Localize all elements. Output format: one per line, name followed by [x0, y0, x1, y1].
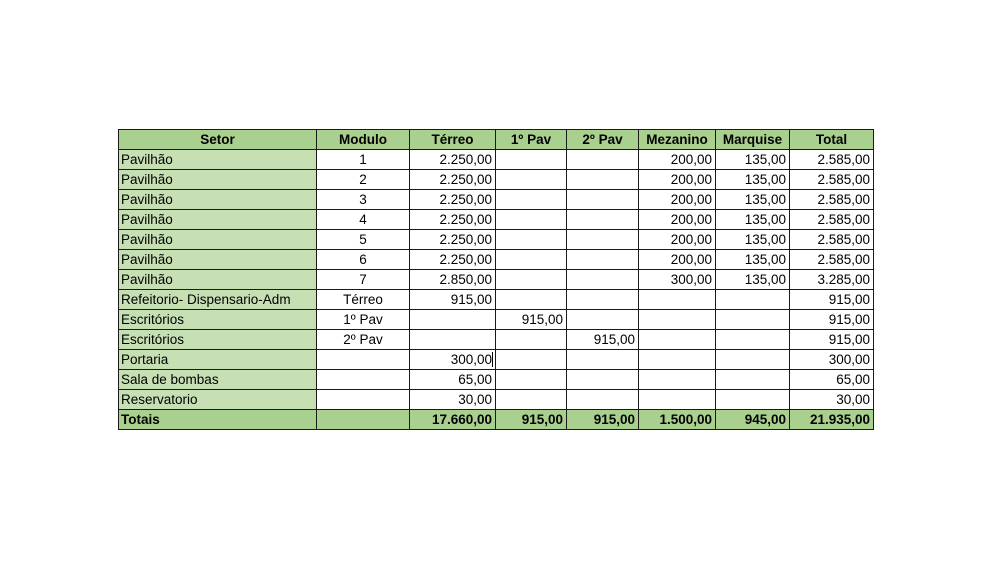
cell-marquise[interactable] — [716, 370, 790, 390]
cell-mezanino[interactable]: 200,00 — [639, 230, 716, 250]
cell-total[interactable]: 3.285,00 — [790, 270, 874, 290]
cell-setor[interactable]: Pavilhão — [119, 150, 317, 170]
cell-mezanino[interactable] — [639, 370, 716, 390]
cell-mezanino[interactable] — [639, 330, 716, 350]
cell-terreo[interactable]: 30,00 — [410, 390, 496, 410]
cell-setor[interactable]: Sala de bombas — [119, 370, 317, 390]
cell-total[interactable]: 2.585,00 — [790, 250, 874, 270]
cell-modulo[interactable] — [317, 370, 410, 390]
cell-pav2[interactable] — [567, 210, 639, 230]
table-row — [119, 310, 874, 330]
cell-modulo[interactable]: 1 — [317, 150, 410, 170]
cell-mezanino[interactable]: 200,00 — [639, 210, 716, 230]
cell-pav2[interactable] — [567, 250, 639, 270]
area-table — [118, 129, 874, 430]
cell-mezanino[interactable]: 200,00 — [639, 250, 716, 270]
header-cell-mezanino[interactable]: Mezanino — [639, 130, 716, 150]
cell-terreo[interactable]: 915,00 — [410, 290, 496, 310]
cell-marquise[interactable] — [716, 350, 790, 370]
cell-pav2[interactable] — [567, 350, 639, 370]
cell-pav1[interactable] — [496, 230, 567, 250]
cell-pav1[interactable] — [496, 210, 567, 230]
cell-modulo[interactable]: 1º Pav — [317, 310, 410, 330]
cell-setor[interactable]: Escritórios — [119, 310, 317, 330]
cell-total[interactable]: 2.585,00 — [790, 210, 874, 230]
cell-pav1[interactable] — [496, 150, 567, 170]
table-row — [119, 350, 874, 370]
cell-modulo[interactable]: 3 — [317, 190, 410, 210]
cell-marquise[interactable] — [716, 390, 790, 410]
cell-pav1[interactable] — [496, 270, 567, 290]
cell-terreo[interactable]: 2.250,00 — [410, 170, 496, 190]
cell-marquise[interactable]: 135,00 — [716, 190, 790, 210]
cell-mezanino[interactable]: 200,00 — [639, 170, 716, 190]
cell-total[interactable]: 915,00 — [790, 310, 874, 330]
cell-modulo[interactable]: 2º Pav — [317, 330, 410, 350]
cell-modulo[interactable] — [317, 390, 410, 410]
cell-marquise[interactable]: 135,00 — [716, 210, 790, 230]
cell-setor[interactable]: Escritórios — [119, 330, 317, 350]
cell-pav2[interactable] — [567, 150, 639, 170]
cell-total[interactable]: 65,00 — [790, 370, 874, 390]
cell-mezanino[interactable] — [639, 290, 716, 310]
table-row — [119, 370, 874, 390]
cell-mezanino[interactable]: 1.500,00 — [639, 410, 716, 430]
cell-pav2[interactable]: 915,00 — [567, 330, 639, 350]
cell-modulo[interactable]: 7 — [317, 270, 410, 290]
cell-pav2[interactable] — [567, 390, 639, 410]
cell-pav2[interactable] — [567, 290, 639, 310]
totals-row — [119, 410, 874, 430]
cell-pav2[interactable] — [567, 190, 639, 210]
table-row — [119, 190, 874, 210]
cell-setor[interactable]: Refeitorio- Dispensario-Adm — [119, 290, 317, 310]
cell-pav1[interactable]: 915,00 — [496, 410, 567, 430]
cell-modulo[interactable]: 6 — [317, 250, 410, 270]
cell-pav1[interactable] — [496, 330, 567, 350]
cell-total[interactable]: 2.585,00 — [790, 190, 874, 210]
cell-marquise[interactable]: 135,00 — [716, 150, 790, 170]
cell-pav1[interactable] — [496, 190, 567, 210]
cell-mezanino[interactable]: 200,00 — [639, 150, 716, 170]
table-row — [119, 250, 874, 270]
cell-modulo[interactable]: 4 — [317, 210, 410, 230]
header-cell-total[interactable]: Total — [790, 130, 874, 150]
table-row — [119, 230, 874, 250]
cell-total[interactable]: 2.585,00 — [790, 150, 874, 170]
cell-mezanino[interactable] — [639, 390, 716, 410]
cell-total[interactable]: 2.585,00 — [790, 230, 874, 250]
cell-marquise[interactable]: 945,00 — [716, 410, 790, 430]
table-row — [119, 330, 874, 350]
cell-setor[interactable]: Pavilhão — [119, 170, 317, 190]
cell-marquise[interactable]: 135,00 — [716, 230, 790, 250]
table-row — [119, 290, 874, 310]
cell-terreo[interactable] — [410, 330, 496, 350]
cell-pav2[interactable] — [567, 170, 639, 190]
cell-setor[interactable]: Portaria — [119, 350, 317, 370]
cell-modulo[interactable]: 2 — [317, 170, 410, 190]
cell-pav1[interactable]: 915,00 — [496, 310, 567, 330]
cell-setor[interactable]: Totais — [119, 410, 317, 430]
cell-total[interactable]: 915,00 — [790, 330, 874, 350]
header-cell-pav2[interactable]: 2º Pav — [567, 130, 639, 150]
cell-pav1[interactable] — [496, 170, 567, 190]
cell-pav2[interactable] — [567, 230, 639, 250]
cell-pav2[interactable]: 915,00 — [567, 410, 639, 430]
cell-modulo[interactable]: 5 — [317, 230, 410, 250]
cell-marquise[interactable]: 135,00 — [716, 250, 790, 270]
table-row — [119, 210, 874, 230]
cell-marquise[interactable]: 135,00 — [716, 170, 790, 190]
cell-modulo[interactable]: Térreo — [317, 290, 410, 310]
cell-setor[interactable]: Pavilhão — [119, 210, 317, 230]
cell-marquise[interactable]: 135,00 — [716, 270, 790, 290]
cell-setor[interactable]: Pavilhão — [119, 270, 317, 290]
cell-marquise[interactable] — [716, 330, 790, 350]
cell-pav1[interactable] — [496, 370, 567, 390]
table-row — [119, 270, 874, 290]
cell-pav1[interactable] — [496, 290, 567, 310]
cell-terreo[interactable]: 2.250,00 — [410, 250, 496, 270]
header-row — [119, 130, 874, 150]
table-row — [119, 170, 874, 190]
cell-terreo[interactable]: 2.250,00 — [410, 230, 496, 250]
cell-mezanino[interactable]: 300,00 — [639, 270, 716, 290]
table-row — [119, 150, 874, 170]
cell-pav1[interactable] — [496, 250, 567, 270]
cell-terreo[interactable]: 17.660,00 — [410, 410, 496, 430]
cell-total[interactable]: 300,00 — [790, 350, 874, 370]
header-cell-modulo[interactable]: Modulo — [317, 130, 410, 150]
cell-marquise[interactable] — [716, 290, 790, 310]
table-row — [119, 390, 874, 410]
header-cell-marquise[interactable]: Marquise — [716, 130, 790, 150]
cell-terreo[interactable]: 2.850,00 — [410, 270, 496, 290]
cell-pav2[interactable] — [567, 310, 639, 330]
cell-total[interactable]: 30,00 — [790, 390, 874, 410]
cell-setor[interactable]: Pavilhão — [119, 250, 317, 270]
cell-pav2[interactable] — [567, 370, 639, 390]
cell-mezanino[interactable] — [639, 350, 716, 370]
cell-terreo[interactable]: 2.250,00 — [410, 210, 496, 230]
cell-total[interactable]: 915,00 — [790, 290, 874, 310]
cell-setor[interactable]: Reservatorio — [119, 390, 317, 410]
header-cell-terreo[interactable]: Térreo — [410, 130, 496, 150]
cell-total[interactable]: 2.585,00 — [790, 170, 874, 190]
cell-terreo[interactable]: 2.250,00 — [410, 150, 496, 170]
cell-pav2[interactable] — [567, 270, 639, 290]
cell-pav1[interactable] — [496, 390, 567, 410]
cell-modulo[interactable] — [317, 350, 410, 370]
cell-mezanino[interactable] — [639, 310, 716, 330]
cell-terreo[interactable] — [410, 310, 496, 330]
cell-mezanino[interactable]: 200,00 — [639, 190, 716, 210]
cell-terreo[interactable]: 2.250,00 — [410, 190, 496, 210]
cell-terreo[interactable]: 65,00 — [410, 370, 496, 390]
header-cell-setor[interactable]: Setor — [119, 130, 317, 150]
header-cell-pav1[interactable]: 1º Pav — [496, 130, 567, 150]
cell-pav1[interactable] — [496, 350, 567, 370]
table-body — [119, 150, 874, 430]
cell-setor[interactable]: Pavilhão — [119, 230, 317, 250]
cell-total[interactable]: 21.935,00 — [790, 410, 874, 430]
cell-setor[interactable]: Pavilhão — [119, 190, 317, 210]
cell-marquise[interactable] — [716, 310, 790, 330]
cell-modulo[interactable] — [317, 410, 410, 430]
cell-terreo[interactable]: 300,00 — [410, 350, 496, 370]
